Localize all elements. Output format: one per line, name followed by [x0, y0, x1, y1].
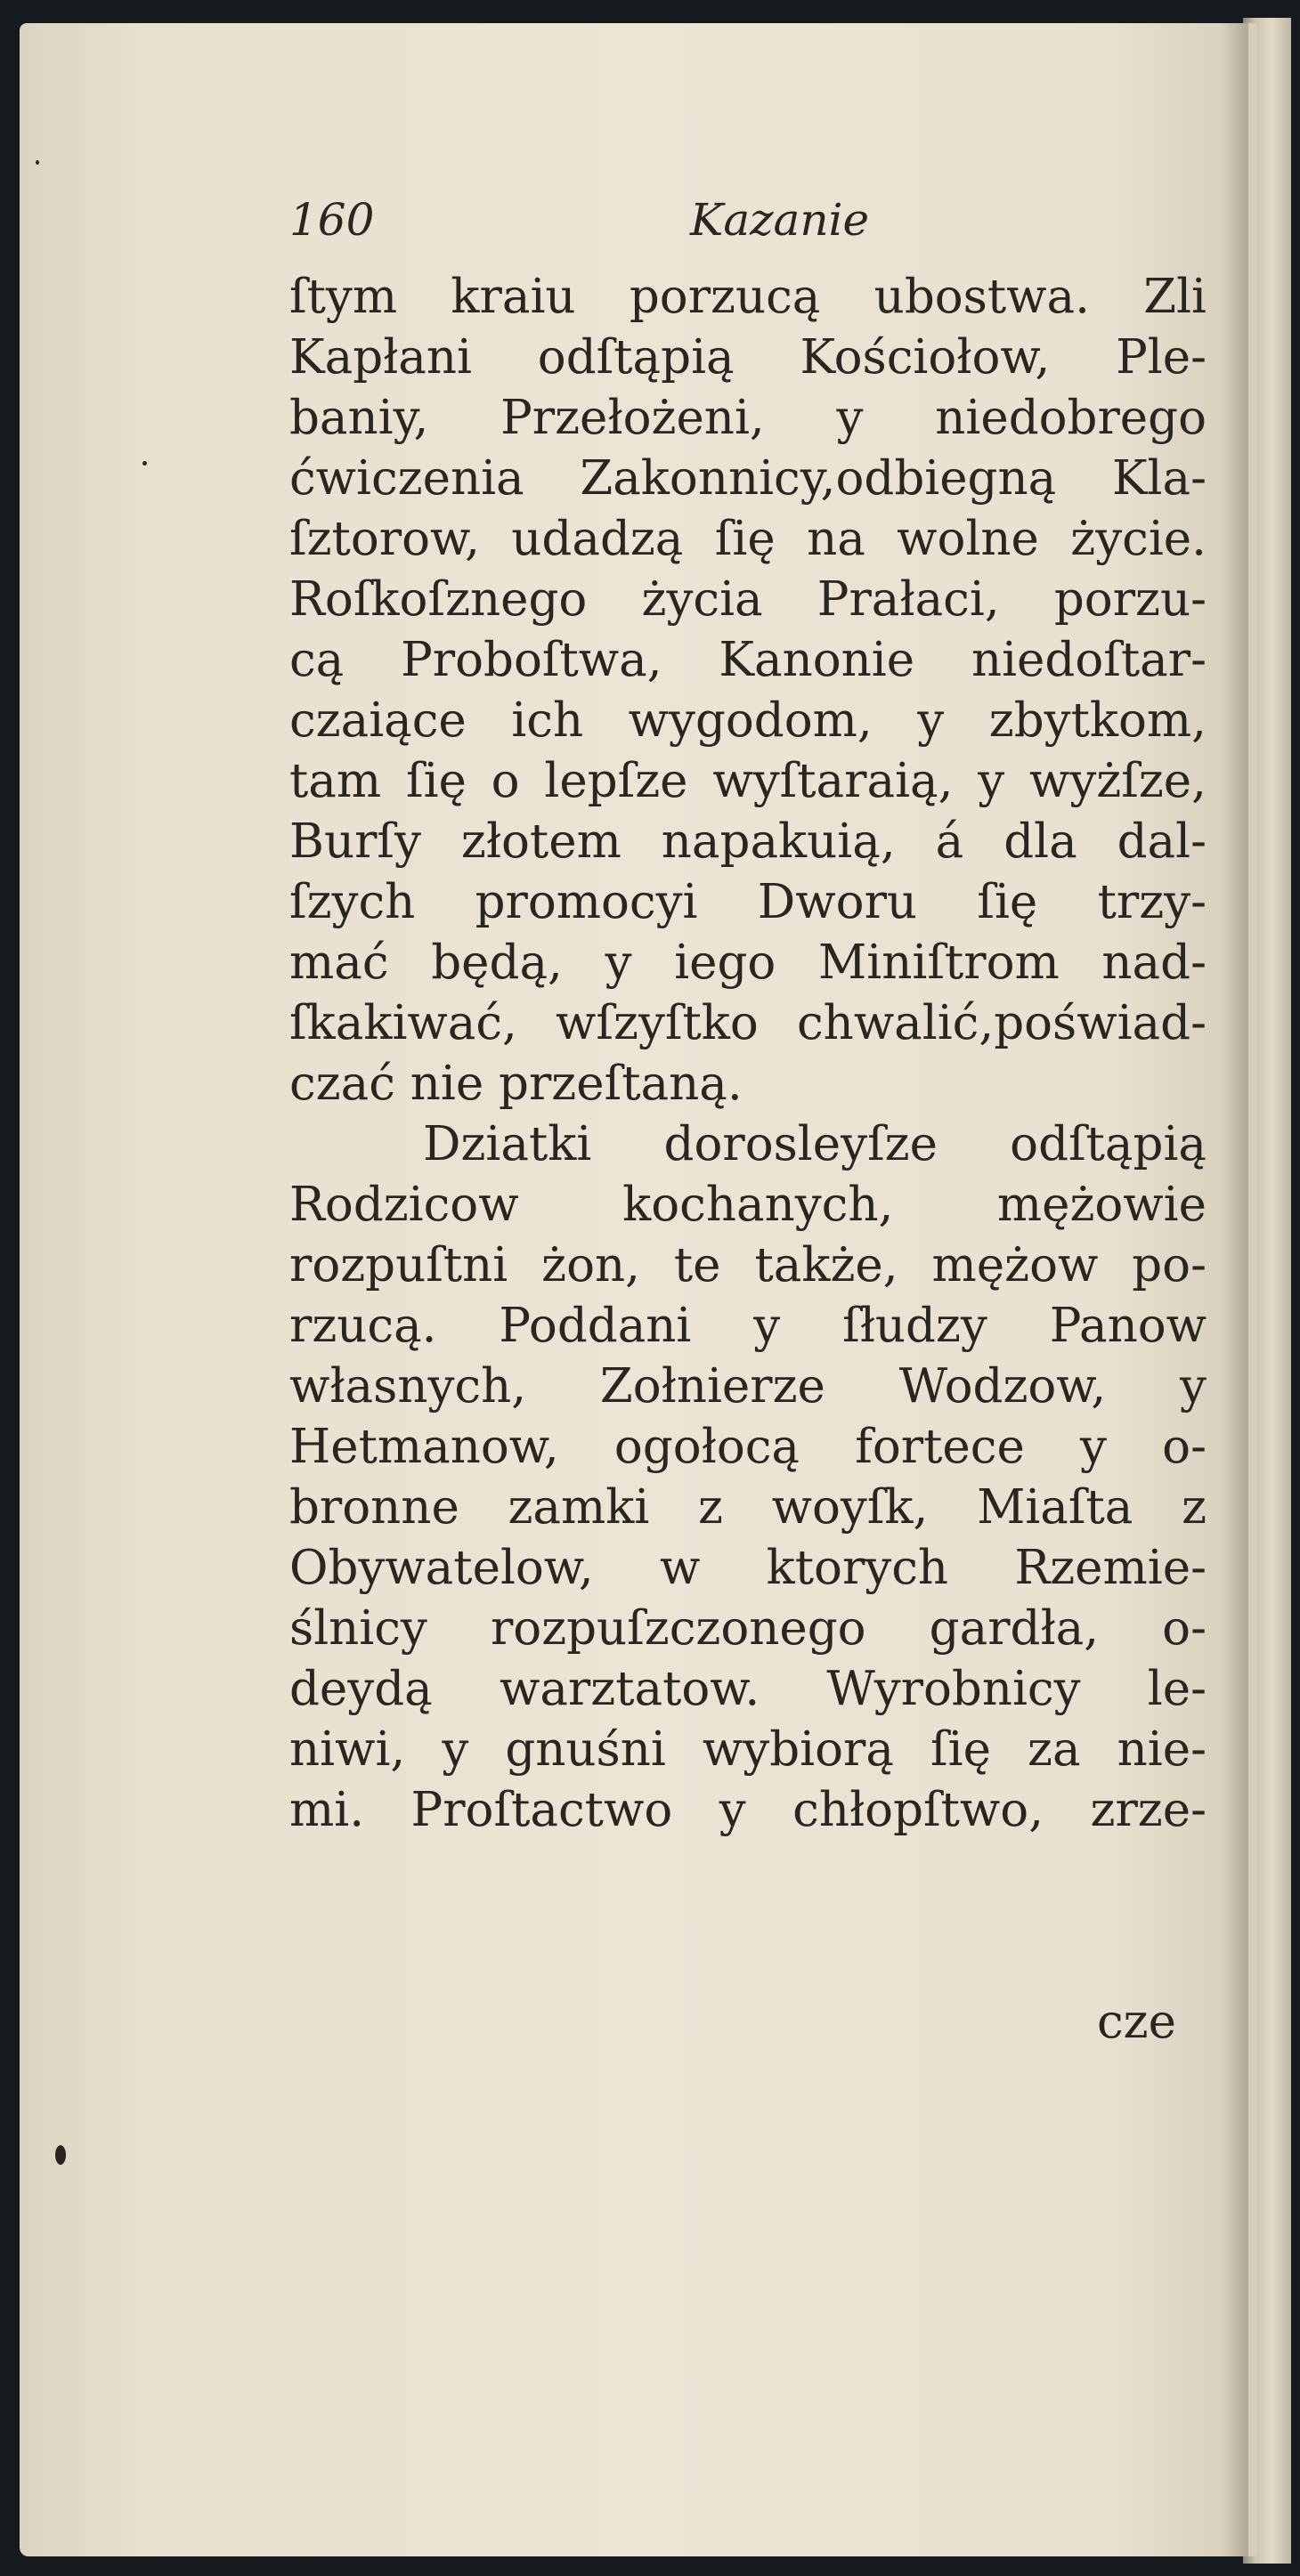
page-header — [289, 194, 1180, 256]
text-line: Rodzicow kochanych, mężowie — [289, 1178, 1207, 1232]
text-line: niwi, y gnuśni wybiorą ſię za nie- — [289, 1722, 1207, 1777]
text-line: mi. Proſtactwo y chłopſtwo, zrze- — [289, 1783, 1207, 1837]
text-line: tam ſię o lepſze wyſtaraią, y wyżſze, — [289, 754, 1207, 808]
text-line: Hetmanow, ogołocą fortece y o- — [289, 1420, 1207, 1474]
text-line: deydą warztatow. Wyrobnicy le- — [289, 1662, 1207, 1716]
text-line: ſtym kraiu porzucą ubostwa. Zli — [289, 270, 1207, 324]
ink-speck — [55, 2145, 66, 2165]
ink-speck — [142, 461, 147, 466]
spine-shadow — [1222, 23, 1248, 2556]
text-line: baniy, Przełożeni, y niedobrego — [289, 391, 1207, 445]
text-line: ſkakiwać, wſzyſtko chwalić,poświad- — [289, 996, 1207, 1050]
running-title: Kazanie — [690, 194, 870, 246]
text-line: Burſy złotem napakuią, á dla dal- — [289, 814, 1207, 869]
text-line: Kapłani odſtąpią Kościołow, Ple- — [289, 330, 1207, 385]
text-line: rozpuſtni żon, te także, mężow po- — [289, 1238, 1207, 1292]
text-line: Obywatelow, w ktorych Rzemie- — [289, 1541, 1207, 1595]
paragraph-start-line: Dziatki dorosleyſze odſtąpią — [423, 1117, 1207, 1171]
text-line: czaiące ich wygodom, y zbytkom, — [289, 693, 1207, 748]
body-text — [289, 267, 1207, 1841]
text-line: ſztorow, udadzą ſię na wolne życie. — [289, 512, 1207, 566]
text-line: ćwiczenia Zakonnicy,odbiegną Kla- — [289, 451, 1207, 506]
text-line: ślnicy rozpuſzczonego gardła, o- — [289, 1601, 1207, 1656]
page-number: 160 — [289, 194, 375, 246]
text-line: ſzych promocyi Dworu ſię trzy- — [289, 875, 1207, 929]
text-line: mać będą, y iego Miniſtrom nad- — [289, 936, 1207, 990]
text-line: własnych, Zołnierze Wodzow, y — [289, 1359, 1207, 1414]
text-line: czać nie przeſtaną. — [289, 1057, 743, 1111]
ink-speck — [36, 160, 39, 165]
text-line: bronne zamki z woyſk, Miaſta z — [289, 1480, 1207, 1535]
text-line: cą Proboſtwa, Kanonie niedoſtar- — [289, 633, 1207, 687]
text-line: rzucą. Poddani y ſłudzy Panow — [289, 1299, 1207, 1353]
text-line: Roſkoſznego życia Prałaci, porzu- — [289, 572, 1207, 627]
catchword: cze — [1097, 1995, 1176, 2049]
